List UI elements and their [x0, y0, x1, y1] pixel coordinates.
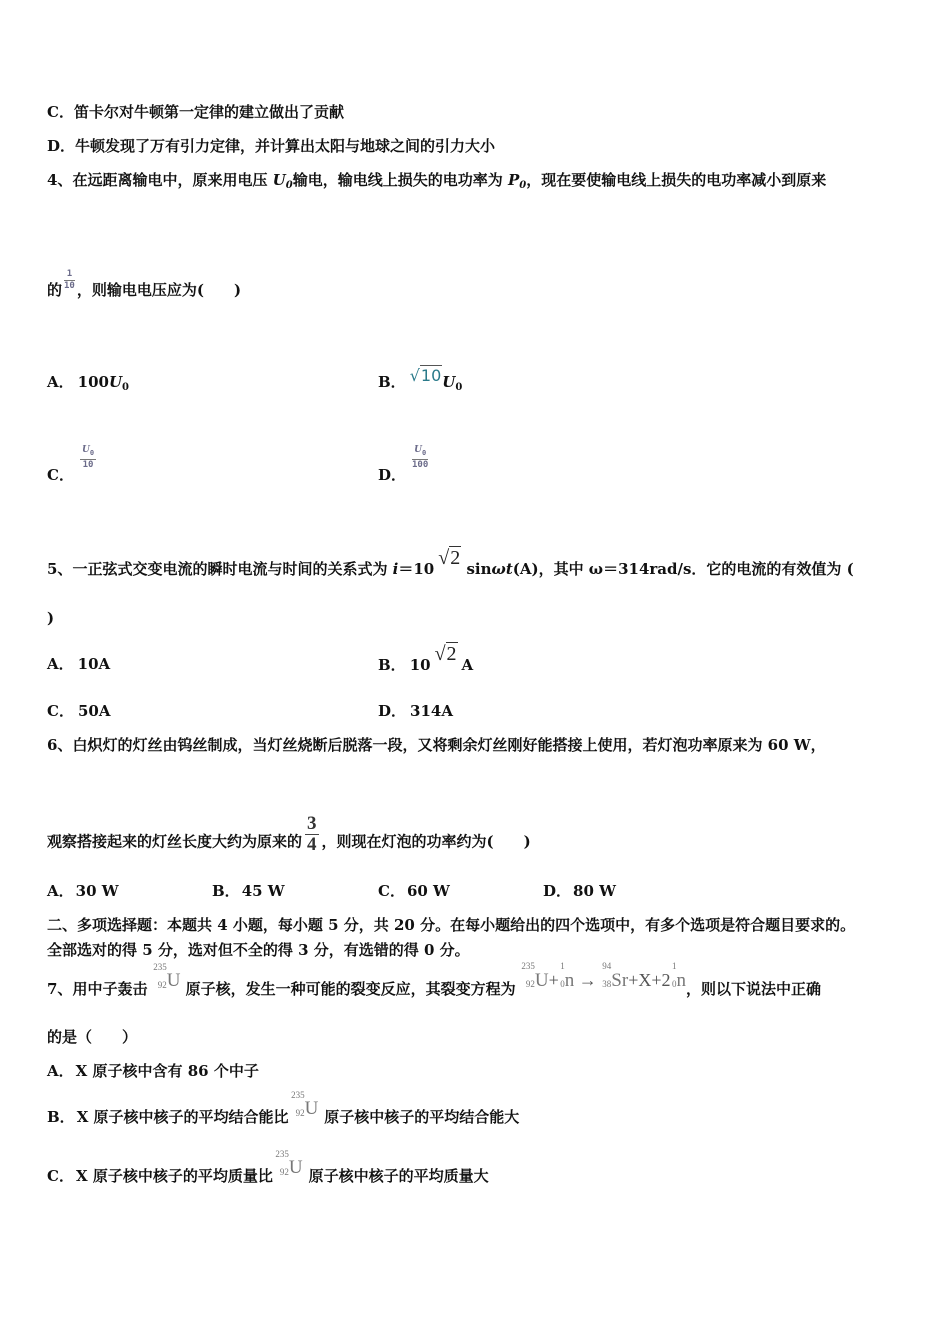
var-subscript: 0 — [122, 382, 130, 393]
option-label: C． — [47, 465, 74, 484]
q7-option-c[interactable] — [47, 1149, 489, 1187]
option-text: 原子核中核子的平均结合能大 — [324, 1108, 520, 1126]
option-label: B． — [378, 656, 406, 674]
q6-option-d[interactable] — [543, 881, 616, 901]
question-number: 4、 — [47, 171, 73, 189]
element-symbol: n — [676, 970, 687, 991]
fraction-denominator: 4 — [307, 834, 317, 855]
var-symbol: U — [272, 171, 286, 189]
mass-number: 1 — [672, 961, 677, 971]
option-label: B． — [212, 882, 240, 900]
stem-text: 在远距离输电中，原来用电压 — [72, 171, 273, 189]
q6-option-c[interactable] — [378, 881, 450, 901]
option-text: 60 W — [406, 882, 450, 900]
q6-stem-line1 — [47, 735, 826, 755]
stem-text: 用中子轰击 — [72, 980, 148, 998]
operator: + — [548, 970, 559, 990]
q4-option-b[interactable] — [378, 366, 463, 398]
option-label: D． — [378, 702, 407, 720]
option-label: A． — [47, 1062, 74, 1080]
q5-option-a[interactable] — [47, 654, 110, 674]
q7-option-b[interactable] — [47, 1090, 520, 1128]
q7-stem-line2 — [47, 1027, 137, 1047]
atomic-number: 0 — [560, 979, 565, 989]
q5-option-b[interactable] — [378, 643, 474, 675]
var-p0 — [508, 171, 526, 189]
fraction-denominator: 100 — [412, 459, 429, 470]
element-symbol: n — [564, 970, 575, 991]
option-text: X 原子核中核子的平均质量比 — [75, 1167, 273, 1185]
option-label: B． — [378, 373, 406, 391]
fraction-u0-over-100 — [412, 445, 428, 471]
stem-text: ，则现在灯泡的功率约为( ) — [321, 832, 531, 851]
var-symbol: U — [108, 373, 123, 391]
option-label: C． — [378, 882, 405, 900]
q5-stem-line2 — [47, 608, 54, 628]
option-label: C． — [47, 103, 74, 121]
sqrt-two: √2 — [438, 547, 461, 569]
atomic-number: 0 — [672, 979, 677, 989]
stem-text: ，则输电电压应为( ) — [76, 281, 242, 299]
option-text: X 原子核中含有 86 个中子 — [75, 1062, 259, 1080]
q5-option-c[interactable] — [47, 701, 110, 721]
nuclide-u235 — [275, 1149, 303, 1179]
option-text: 30 W — [75, 882, 119, 900]
q5-option-d[interactable] — [378, 701, 453, 721]
option-label: A． — [47, 882, 74, 900]
mass-number: 94 — [602, 961, 612, 971]
radicand: 10 — [420, 366, 442, 385]
stem-text: ) — [47, 609, 55, 627]
option-label: D． — [543, 882, 572, 900]
stem-text: sin — [461, 560, 492, 578]
var-subscript: 0 — [285, 180, 293, 191]
option-label: D． — [378, 465, 407, 484]
radicand: 2 — [450, 547, 461, 569]
arrow-icon: → — [574, 970, 602, 990]
element-symbol: U — [304, 1098, 319, 1119]
fraction-denominator: 10 — [82, 459, 94, 470]
fraction-one-tenth — [64, 269, 75, 292]
element-symbol: U — [288, 1157, 303, 1178]
fraction-denominator: 10 — [64, 281, 75, 291]
mass-number: 235 — [291, 1090, 305, 1100]
section-text: 全部选对的得 5 分，选对但不全的得 3 分，有选错的得 0 分。 — [47, 941, 470, 959]
sqrt-ten: √10 — [409, 366, 442, 385]
atomic-number: 92 — [157, 980, 167, 990]
var-symbol: U — [414, 445, 422, 455]
question-number: 7、 — [47, 980, 73, 998]
fraction-numerator: 1 — [64, 269, 75, 281]
nuclide-u235 — [153, 962, 181, 992]
option-value: 100 — [77, 373, 109, 391]
option-text: 50A — [77, 702, 111, 720]
fraction-u0-over-10 — [80, 445, 96, 471]
var-i: i — [392, 560, 399, 578]
option-text: 笛卡尔对牛顿第一定律的建立做出了贡献 — [73, 103, 344, 121]
option-label: C． — [47, 702, 74, 720]
q4-option-a[interactable] — [47, 372, 129, 398]
q7-option-a[interactable] — [47, 1061, 259, 1081]
stem-text: 的 — [47, 281, 63, 299]
stem-text: ，现在要使输电线上损失的电功率减小到原来 — [526, 171, 827, 189]
var-subscript: 0 — [89, 448, 95, 457]
var-symbol: U — [81, 445, 90, 455]
q7-stem-line1 — [47, 961, 822, 1000]
stem-text: ，则以下说法中正确 — [686, 980, 822, 998]
option-text: 314A — [410, 702, 453, 720]
option-text: 45 W — [241, 882, 285, 900]
atomic-number: 38 — [602, 979, 612, 989]
stem-text: 输电，输电线上损失的电功率为 — [292, 171, 508, 189]
q6-option-a[interactable] — [47, 881, 119, 901]
mass-number: 235 — [521, 961, 535, 971]
fission-equation — [521, 961, 687, 991]
radicand: 2 — [446, 643, 457, 665]
question-number: 5、 — [47, 560, 73, 578]
option-text: 原子核中核子的平均质量大 — [308, 1167, 489, 1185]
question-number: 6、 — [47, 736, 73, 754]
option-text: 10A — [77, 655, 111, 673]
var-symbol: P — [507, 171, 520, 189]
var-subscript: 0 — [421, 448, 427, 457]
q6-option-b[interactable] — [212, 881, 285, 901]
var-t: t — [505, 560, 513, 578]
stem-text: 观察搭接起来的灯丝长度大约为原来的 — [47, 832, 303, 851]
var-symbol: U — [442, 373, 456, 391]
q4-option-d[interactable] — [378, 445, 430, 485]
var-subscript: 0 — [519, 180, 527, 191]
option-label: A． — [47, 373, 74, 391]
atomic-number: 92 — [279, 1167, 289, 1177]
element-symbol: Sr — [611, 970, 629, 991]
q6-stem-line2 — [47, 813, 531, 863]
option-label: A． — [47, 655, 74, 673]
option-text: 80 W — [573, 882, 616, 900]
q4-stem-line2 — [47, 269, 242, 300]
nuclide-u235 — [291, 1090, 319, 1120]
equation-text: +X+2 — [628, 970, 671, 990]
option-text: 牛顿发现了万有引力定律，并计算出太阳与地球之间的引力大小 — [75, 137, 496, 155]
stem-text: 一正弦式交变电流的瞬时电流与时间的关系式为 — [72, 560, 393, 578]
option-value: 10 — [409, 656, 431, 674]
fraction-three-quarters — [305, 814, 319, 855]
option-label: D． — [47, 137, 76, 155]
stem-text: 的是（ ） — [47, 1028, 138, 1046]
option-label: B． — [47, 1108, 75, 1126]
stem-text: 原子核，发生一种可能的裂变反应，其裂变方程为 — [185, 980, 516, 998]
option-label: C． — [47, 1167, 74, 1185]
atomic-number: 92 — [295, 1108, 305, 1118]
element-symbol: U — [534, 970, 549, 991]
atomic-number: 92 — [525, 979, 535, 989]
sqrt-two: √2 — [434, 643, 457, 665]
section-heading: 二、多项选择题：本题共 4 小题，每小题 5 分，共 20 分。在每小题给出的四个选项中，有多个选项是符合题目要求的。 — [47, 916, 856, 934]
mass-number: 235 — [275, 1149, 289, 1159]
q3-option-c — [47, 102, 344, 122]
option-text: X 原子核中核子的平均结合能比 — [76, 1108, 289, 1126]
var-u0 — [273, 171, 293, 189]
var-omega: ω — [491, 560, 506, 578]
var-subscript: 0 — [455, 382, 463, 393]
section2-instructions-line2 — [47, 940, 470, 960]
option-unit: A — [461, 656, 474, 674]
stem-text: 白炽灯的灯丝由钨丝制成，当灯丝烧断后脱落一段，又将剩余灯丝刚好能搭接上使用，若灯泡功率原来为 60 W， — [72, 736, 826, 754]
q4-option-c[interactable] — [47, 445, 98, 485]
element-symbol: U — [166, 970, 181, 991]
stem-text: (A)，其中 ω＝314rad/s．它的电流的有效值为 ( — [512, 560, 854, 578]
q5-stem-line1 — [47, 547, 854, 579]
stem-text: ＝10 — [398, 560, 435, 578]
q3-option-d — [47, 136, 495, 156]
q4-stem-line1 — [47, 170, 826, 196]
mass-number: 1 — [560, 961, 565, 971]
fraction-numerator: 3 — [307, 813, 317, 834]
section2-instructions-line1 — [47, 915, 855, 935]
mass-number: 235 — [153, 962, 167, 972]
